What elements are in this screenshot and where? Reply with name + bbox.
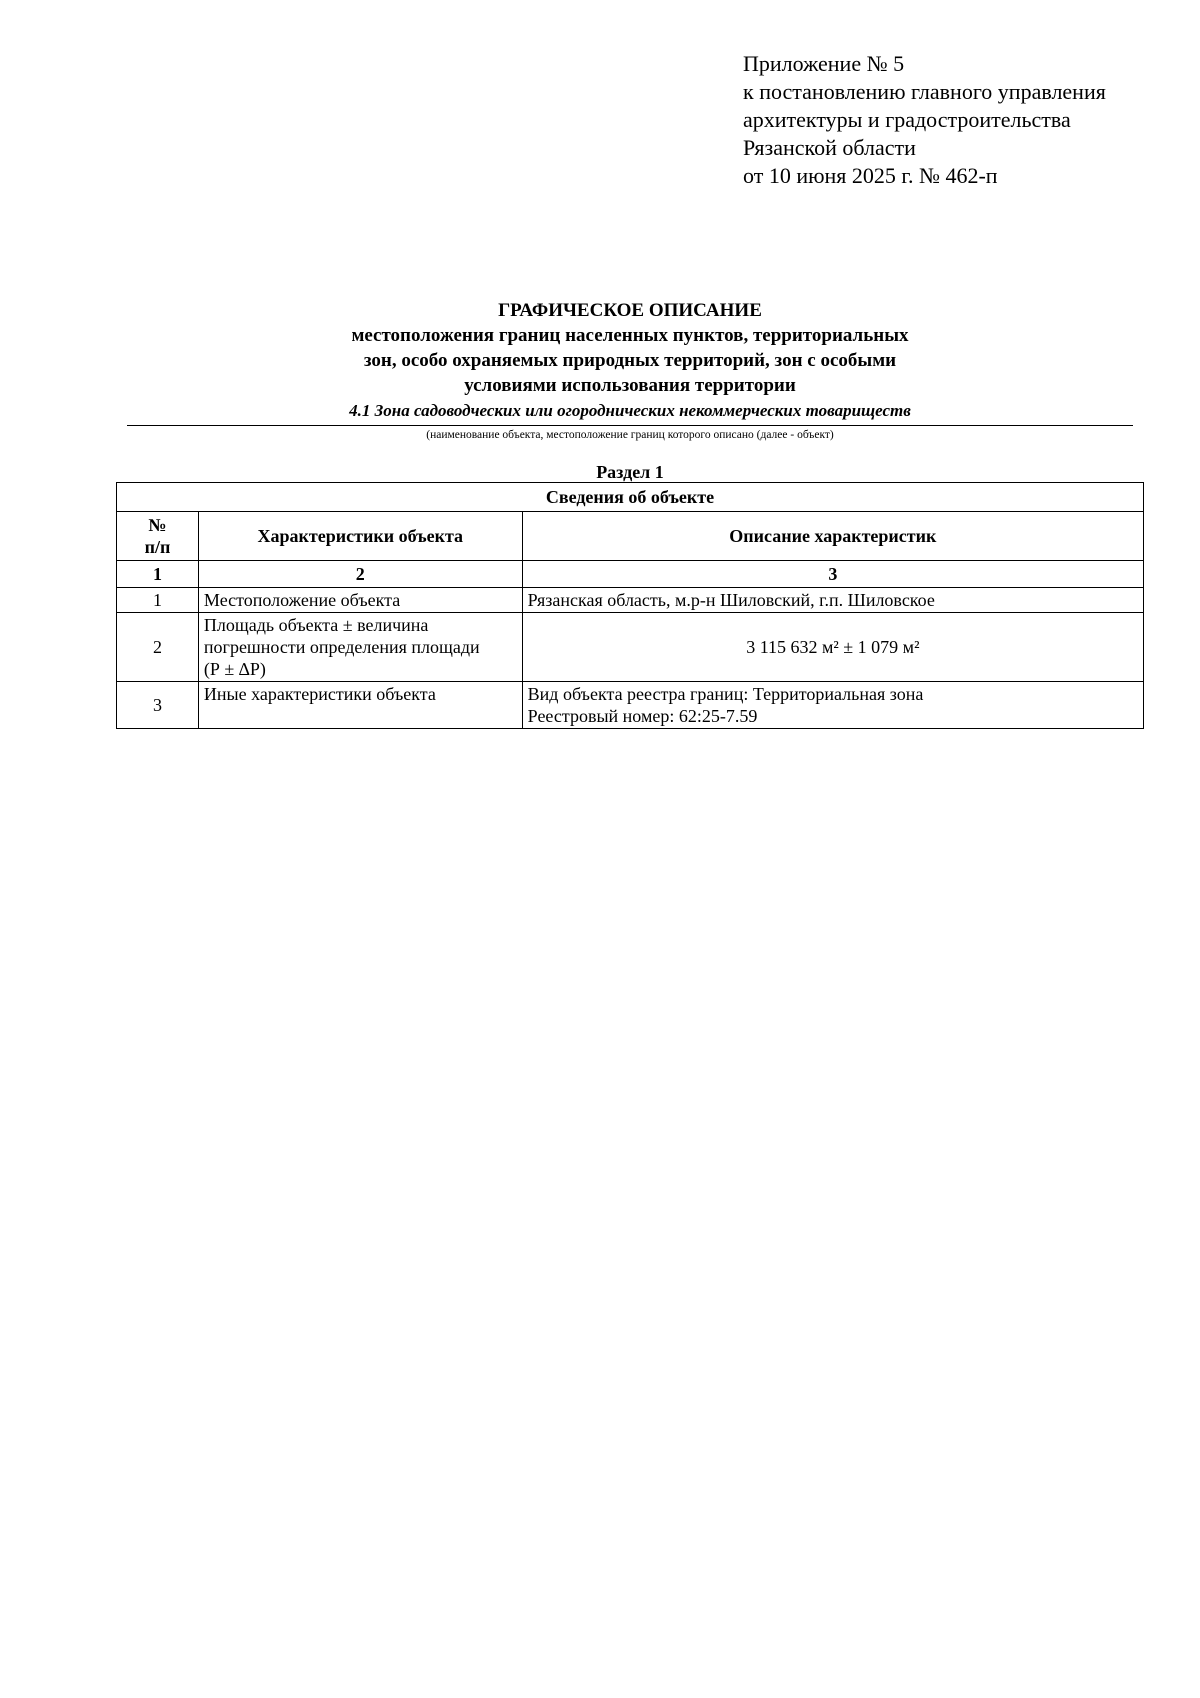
appendix-line: архитектуры и градостроительства (743, 107, 1071, 132)
row-description: Рязанская область, м.р-н Шиловский, г.п. Шиловское (522, 588, 1143, 613)
appendix-line: к постановлению главного управления (743, 79, 1106, 104)
row-number: 2 (117, 613, 199, 682)
document-subtitle-line: местоположения границ населенных пунктов, территориальных (351, 325, 909, 346)
object-name: 4.1 Зона садоводческих или огороднических некоммерческих товариществ (349, 401, 911, 420)
column-number: 3 (522, 561, 1143, 588)
document-subtitle-line: условиями использования территории (464, 375, 796, 396)
header-number-label: п/п (144, 537, 171, 557)
appendix-header (743, 50, 1106, 190)
section-title: Раздел 1 (596, 462, 664, 482)
table-row (117, 588, 1144, 613)
row-characteristic-line: (Р ± ∆Р) (203, 659, 266, 679)
column-number: 2 (198, 561, 522, 588)
row-characteristic-line: Площадь объекта ± величина (203, 615, 429, 635)
table-header-row (117, 512, 1144, 561)
row-number: 3 (117, 682, 199, 729)
row-characteristic: Местоположение объекта (198, 588, 522, 613)
header-characteristics: Характеристики объекта (198, 512, 522, 561)
object-name-caption: (наименование объекта, местоположение границ которого описано (далее - объект) (426, 429, 834, 441)
row-description-line: Вид объекта реестра границ: Территориальная зона (527, 684, 924, 704)
object-name-underline (127, 425, 1133, 426)
object-info-table (116, 482, 1144, 729)
document-subtitle-line: зон, особо охраняемых природных территорий, зон с особыми (363, 350, 897, 371)
table-caption-row (117, 483, 1144, 512)
appendix-line: Приложение № 5 (743, 51, 905, 76)
table-row (117, 613, 1144, 682)
row-number: 1 (117, 588, 199, 613)
table-row (117, 682, 1144, 729)
row-characteristic-line: погрешности определения площади (203, 637, 480, 657)
row-characteristic (198, 613, 522, 682)
document-title: ГРАФИЧЕСКОЕ ОПИСАНИЕ (498, 300, 762, 321)
appendix-line: Рязанской области (743, 135, 916, 160)
header-number (117, 512, 199, 561)
column-number: 1 (117, 561, 199, 588)
row-description-line: Реестровый номер: 62:25-7.59 (527, 706, 758, 726)
header-number-symbol: № (148, 515, 167, 535)
appendix-line: от 10 июня 2025 г. № 462-п (743, 163, 998, 188)
row-characteristic: Иные характеристики объекта (198, 682, 522, 729)
row-description (522, 682, 1143, 729)
column-number-row (117, 561, 1144, 588)
header-description: Описание характеристик (522, 512, 1143, 561)
table-caption: Сведения об объекте (117, 483, 1144, 512)
row-description: 3 115 632 м² ± 1 079 м² (522, 613, 1143, 682)
